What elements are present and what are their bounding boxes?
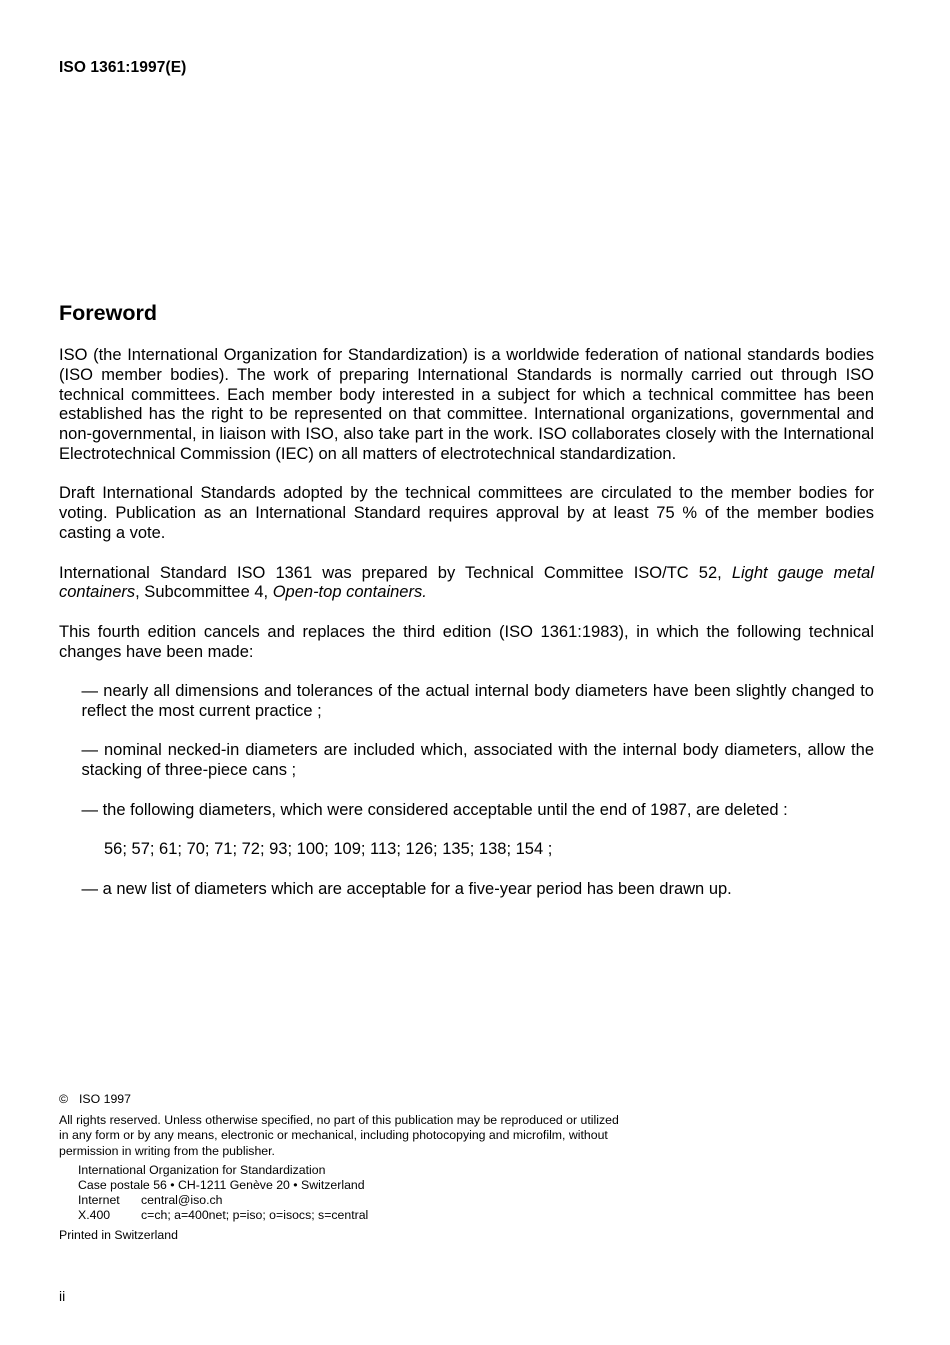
foreword-paragraph-4: This fourth edition cancels and replaces the third edition (ISO 1361:1983), in which the following technical changes have been made: [59, 622, 874, 661]
paragraph-3-middle: , Subcommittee 4, [135, 583, 273, 602]
org-address: Case postale 56 • CH-1211 Genève 20 • Switzerland [78, 1178, 365, 1193]
x400-value: c=ch; a=400net; p=iso; o=isocs; s=central [141, 1208, 369, 1223]
foreword-paragraph-2: Draft International Standards adopted by the technical committees are circulated to the member bodies for voting. Publication as an International Standard requires approval by at least 75 % of the member bodies casting a vote. [59, 484, 874, 543]
subcommittee-title: Open-top containers. [272, 583, 427, 602]
foreword-paragraph-1: ISO (the International Organization for Standardization) is a worldwide federation of national standards bodies (ISO member bodies). The work of preparing International Standards is normally carried out through ISO technical committees. Each member body interested in a subject for which a technical committee has been established has the right to be represented on that committee. International organizations, governmental and non-governmental, in liaison with ISO, also take part in the work. ISO collaborates closely with the International Electrotechnical Commission (IEC) on all matters of electrotechnical standardization. [59, 346, 874, 463]
org-name: International Organization for Standardization [78, 1162, 326, 1177]
foreword-heading: Foreword [59, 301, 157, 325]
paragraph-3-prefix: International Standard ISO 1361 was prepared by Technical Committee ISO/TC 52, [59, 563, 732, 582]
change-item-2: — nominal necked-in diameters are included which, associated with the internal body diameters, allow the stacking of three-piece cans ; [81, 741, 874, 780]
committee-title: Light gauge metal containers [59, 563, 874, 602]
x400-row [78, 1208, 619, 1223]
publisher-address [78, 1163, 619, 1224]
internet-label: Internet [78, 1193, 120, 1208]
x400-label: X.400 [78, 1208, 111, 1223]
deleted-diameters-list: 56; 57; 61; 70; 71; 72; 93; 100; 109; 113; 126; 135; 138; 154 ; [104, 840, 553, 859]
internet-row [78, 1193, 619, 1208]
copyright-year: ISO 1997 [79, 1092, 131, 1106]
page-number: ii [59, 1288, 66, 1304]
foreword-paragraph-3 [59, 564, 874, 604]
change-item-1: — nearly all dimensions and tolerances of the actual internal body diameters have been slightly changed to reflect the most current practice ; [81, 682, 874, 720]
copyright-symbol: © [59, 1092, 69, 1106]
copyright-line [59, 1092, 619, 1107]
copyright-block [59, 1092, 619, 1243]
rights-notice: All rights reserved. Unless otherwise specified, no part of this publication may be reproduced or utilized in any form or by any means, electronic or mechanical, including photocopying and microfilm, without permission in writing from the publisher. [59, 1113, 619, 1158]
printed-in: Printed in Switzerland [59, 1227, 178, 1242]
change-item-3: — the following diameters, which were considered acceptable until the end of 1987, are deleted : [81, 800, 788, 819]
document-code: ISO 1361:1997(E) [59, 59, 187, 76]
foreword-body [59, 346, 874, 919]
change-item-4: — a new list of diameters which are acceptable for a five-year period has been drawn up. [81, 879, 732, 898]
internet-value: central@iso.ch [141, 1193, 223, 1208]
